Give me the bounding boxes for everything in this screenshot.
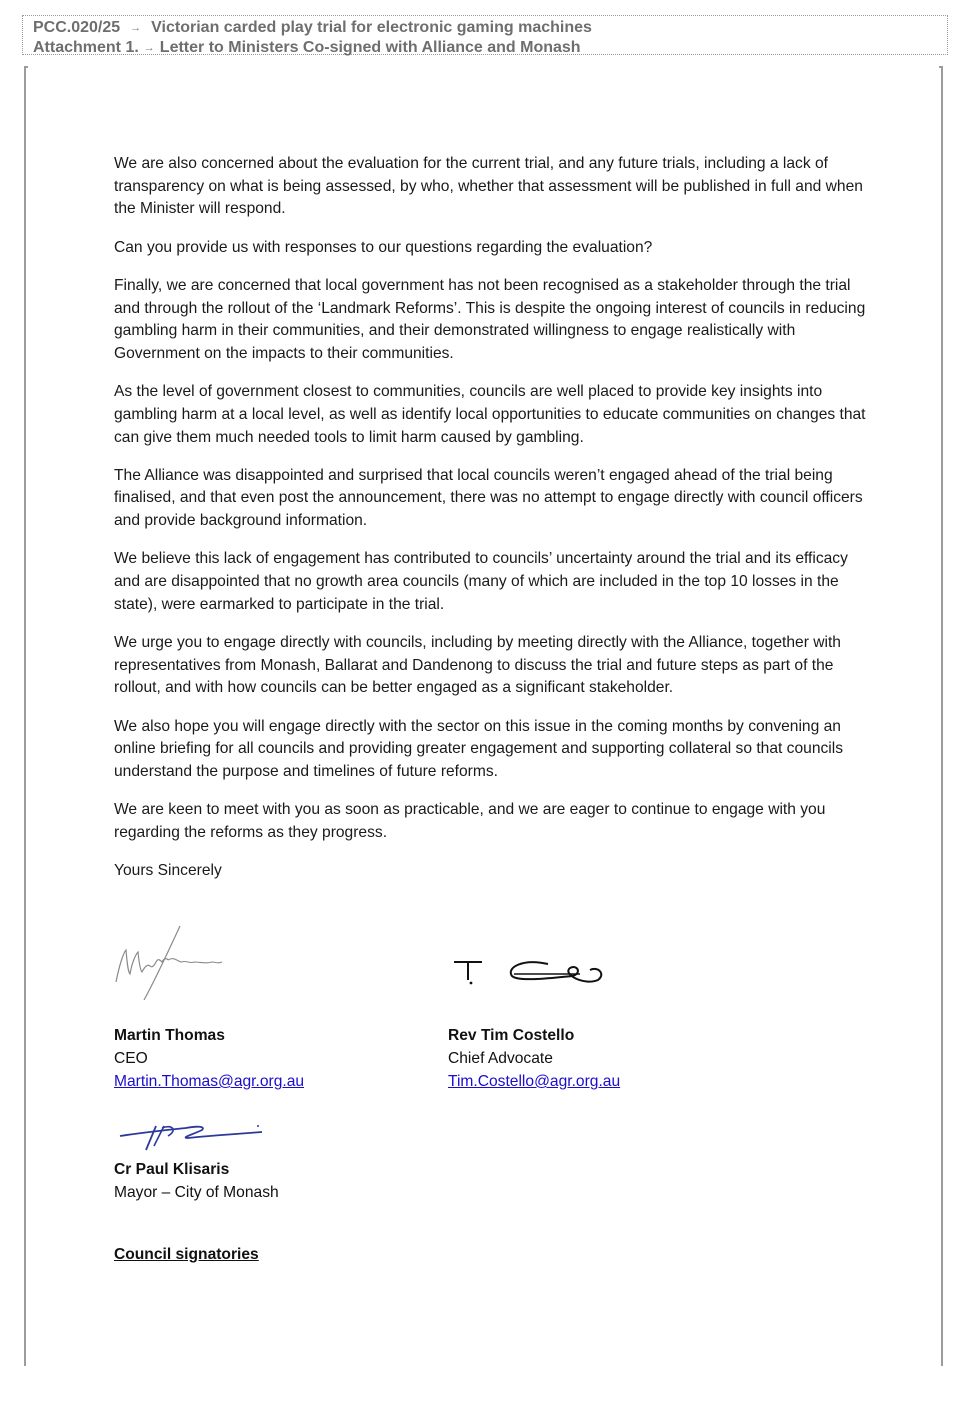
- council-signatories-heading: Council signatories: [114, 1246, 259, 1263]
- paragraph: We believe this lack of engagement has contributed to councils’ uncertainty around the trial and its efficacy and are disappointed that no growth area councils (many of which are included in the top 10 losses in the state), were earmarked to participate in the trial.: [114, 550, 848, 613]
- signatory-martin-thomas: [114, 1024, 304, 1093]
- signature-paul-klisaris-icon: [116, 1116, 266, 1156]
- signatory-name: Rev Tim Costello: [448, 1027, 575, 1044]
- signatory-email-link[interactable]: Tim.Costello@agr.org.au: [448, 1073, 621, 1090]
- header-line-1: [33, 18, 947, 38]
- document-code: PCC.020/25: [33, 19, 121, 36]
- paragraph: We urge you to engage directly with councils, including by meeting directly with the Alliance, together with representatives from Monash, Ballarat and Dandenong to discuss the trial and future steps as part of the rollout, and with how councils can be better engaged as a significant stakeholder.: [114, 633, 841, 697]
- document-title: Victorian carded play trial for electronic gaming machines: [151, 19, 592, 36]
- paragraph: We are keen to meet with you as soon as practicable, and we are eager to continue to engage with you regarding the reforms as they progress.: [114, 801, 826, 841]
- signatory-email-link[interactable]: Martin.Thomas@agr.org.au: [114, 1073, 305, 1090]
- paragraph: We are also concerned about the evaluation for the current trial, and any future trials, including a lack of transparency on what is being assessed, by who, whether that assessment will be published in full and when the Minister will respond.: [114, 155, 863, 218]
- tab-arrow-icon: →: [143, 42, 155, 54]
- page-frame-right: [940, 66, 943, 1366]
- closing: Yours Sincerely: [114, 862, 222, 880]
- paragraph: We also hope you will engage directly with the sector on this issue in the coming months by convening an online briefing for all councils and providing greater engagement and supporting collateral so that councils understand the purpose and timelines of future reforms.: [114, 717, 844, 780]
- tab-arrow-icon: →: [130, 22, 142, 34]
- signatory-role: Mayor – City of Monash: [114, 1184, 279, 1201]
- document-header: [22, 15, 948, 55]
- paragraph: The Alliance was disappointed and surprised that local councils weren’t engaged ahead of the trial being finalised, and that even post the announcement, there was no attempt to engage directly with council officers and provide background information.: [114, 466, 863, 530]
- letter-body: [114, 153, 874, 898]
- paragraph: Can you provide us with responses to our questions regarding the evaluation?: [114, 238, 653, 256]
- page-frame-left: [24, 66, 27, 1366]
- signatory-name: Cr Paul Klisaris: [114, 1161, 230, 1178]
- attachment-label: Attachment 1.: [33, 39, 139, 56]
- signatory-tim-costello: [448, 1024, 620, 1093]
- signatory-role: CEO: [114, 1050, 148, 1067]
- signature-martin-thomas-icon: [112, 922, 232, 1004]
- paragraph: Finally, we are concerned that local government has not been recognised as a stakeholder through the trial and through the rollout of the ‘Landmark Reforms’. This is despite the ongoing interest of councils in reducing gambling harm in their communities, and their demonstrated willingness to engage realistically with Government on the impacts to their communities.: [114, 276, 866, 362]
- signature-tim-costello-icon: [452, 956, 612, 992]
- paragraph: As the level of government closest to communities, councils are well placed to provide key insights into gambling harm at a local level, as well as identify local opportunities to educate communities on changes that can give them much needed tools to limit harm caused by gambling.: [114, 383, 866, 446]
- signatory-paul-klisaris: [114, 1158, 279, 1204]
- signatory-role: Chief Advocate: [448, 1050, 553, 1067]
- signatory-name: Martin Thomas: [114, 1027, 225, 1044]
- attachment-title: Letter to Ministers Co-signed with Alliance and Monash: [159, 39, 581, 56]
- header-line-2: [33, 38, 947, 58]
